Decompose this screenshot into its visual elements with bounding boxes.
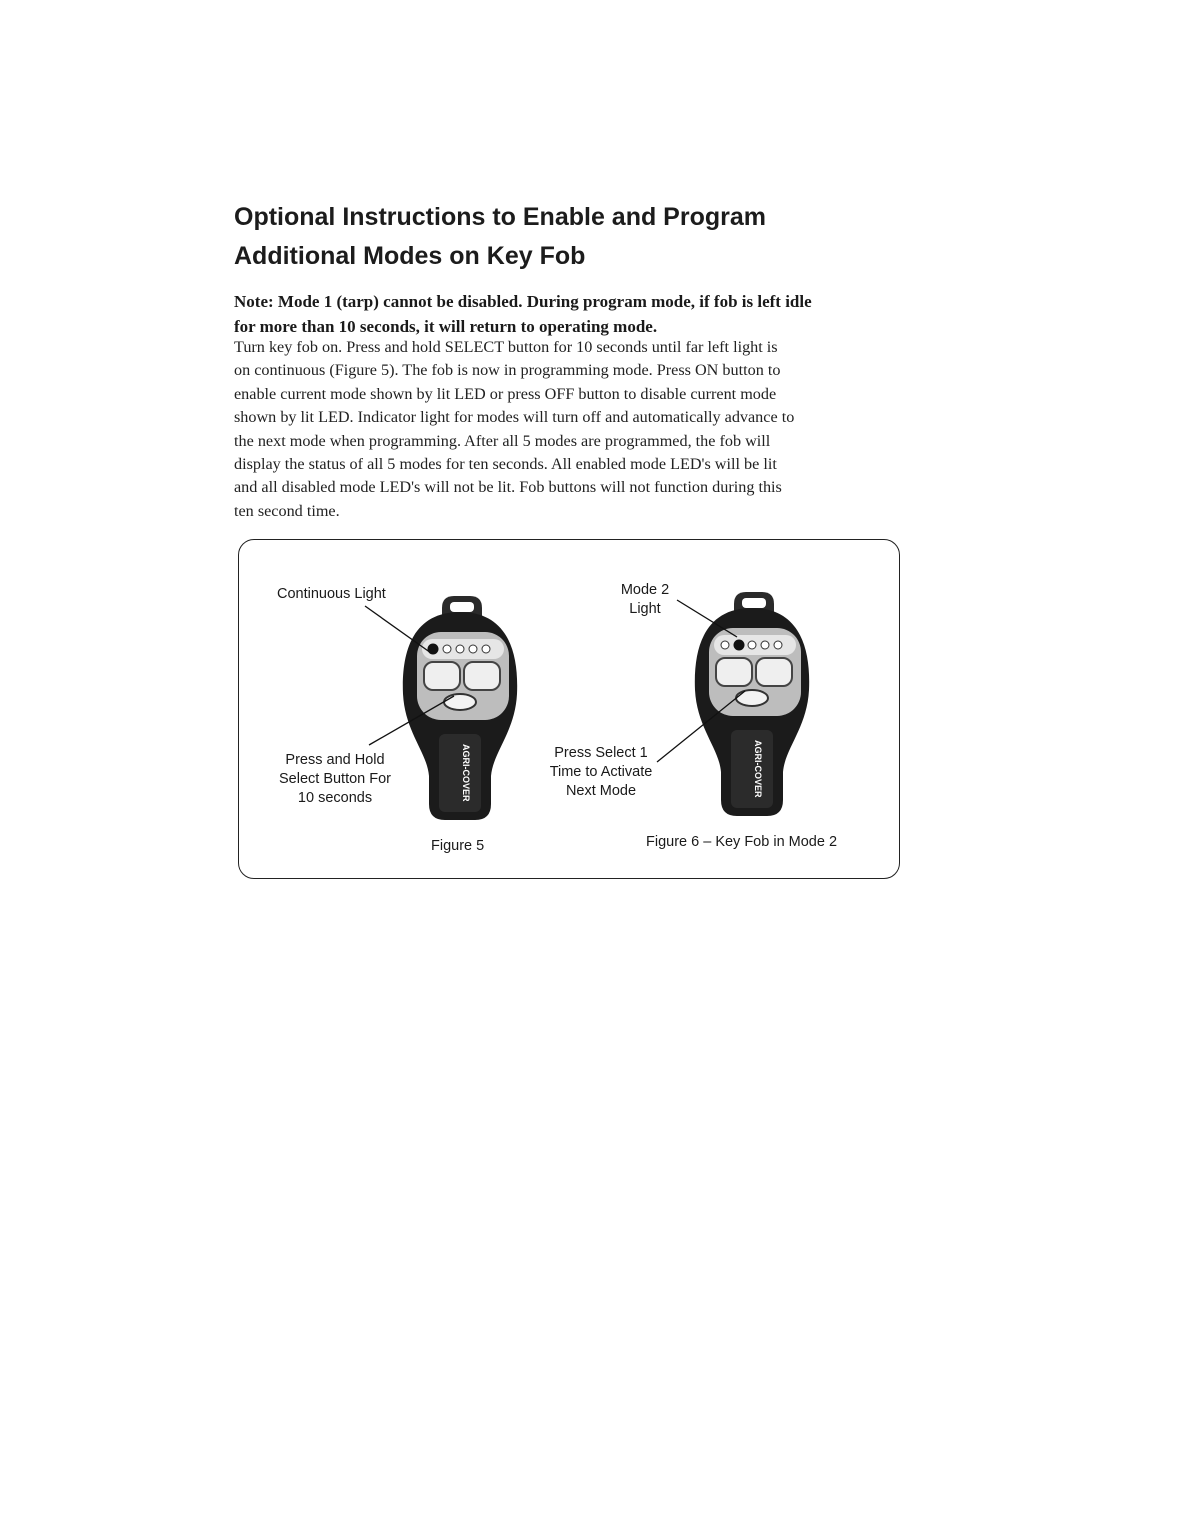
callout-text: 10 seconds bbox=[297, 790, 373, 806]
leader-line-next-mode bbox=[657, 691, 745, 762]
body-line: ten second time. bbox=[234, 501, 340, 520]
page-heading bbox=[234, 198, 934, 276]
instructions-paragraph bbox=[234, 336, 914, 523]
note-line-1: Note: Mode 1 (tarp) cannot be disabled. During program mode, if fob is left idle bbox=[234, 292, 812, 311]
leader-line-mode2-light bbox=[677, 600, 737, 637]
callout-text: Light bbox=[629, 601, 661, 617]
callout-text: Continuous Light bbox=[277, 586, 386, 602]
body-line: on continuous (Figure 5). The fob is now in programming mode. Press ON button to bbox=[234, 361, 781, 380]
figure6-caption bbox=[646, 833, 837, 852]
caption-text: Figure 6 – Key Fob in Mode 2 bbox=[646, 834, 838, 850]
body-line: and all disabled mode LED's will not be lit. Fob buttons will not function during this bbox=[234, 478, 782, 497]
body-line: the next mode when programming. After all 5 modes are programmed, the fob will bbox=[234, 431, 771, 450]
note-line-2: for more than 10 seconds, it will return to operating mode. bbox=[234, 317, 658, 336]
callout-text: Press Select 1 bbox=[554, 745, 648, 761]
leader-line-continuous-light bbox=[365, 606, 431, 653]
body-line: Turn key fob on. Press and hold SELECT button for 10 seconds until far left light is bbox=[234, 338, 778, 356]
callout-text: Select Button For bbox=[278, 771, 392, 787]
callout-press-and-hold bbox=[267, 751, 403, 808]
figure-panel bbox=[238, 539, 900, 879]
leader-line-select-button bbox=[369, 696, 454, 745]
figure5-caption bbox=[431, 837, 484, 856]
callout-mode2-light bbox=[611, 581, 679, 619]
callout-text: Mode 2 bbox=[620, 582, 670, 598]
callout-text: Time to Activate bbox=[549, 764, 653, 780]
callout-text: Press and Hold bbox=[285, 752, 385, 768]
caption-text: Figure 5 bbox=[431, 838, 485, 854]
brand-text: AGRI-COVER bbox=[461, 744, 471, 802]
callout-text: Next Mode bbox=[565, 783, 637, 799]
body-line: shown by lit LED. Indicator light for modes will turn off and automatically advance to bbox=[234, 408, 795, 427]
brand-text: AGRI-COVER bbox=[753, 740, 763, 798]
heading-line-1: Optional Instructions to Enable and Program bbox=[234, 203, 766, 231]
callout-press-select bbox=[533, 744, 669, 801]
callout-continuous-light bbox=[277, 585, 386, 604]
body-line: display the status of all 5 modes for ten seconds. All enabled mode LED's will be lit bbox=[234, 455, 777, 474]
body-line: enable current mode shown by lit LED or press OFF button to disable current mode bbox=[234, 384, 777, 403]
heading-line-2: Additional Modes on Key Fob bbox=[234, 242, 586, 270]
note-paragraph bbox=[234, 289, 914, 339]
